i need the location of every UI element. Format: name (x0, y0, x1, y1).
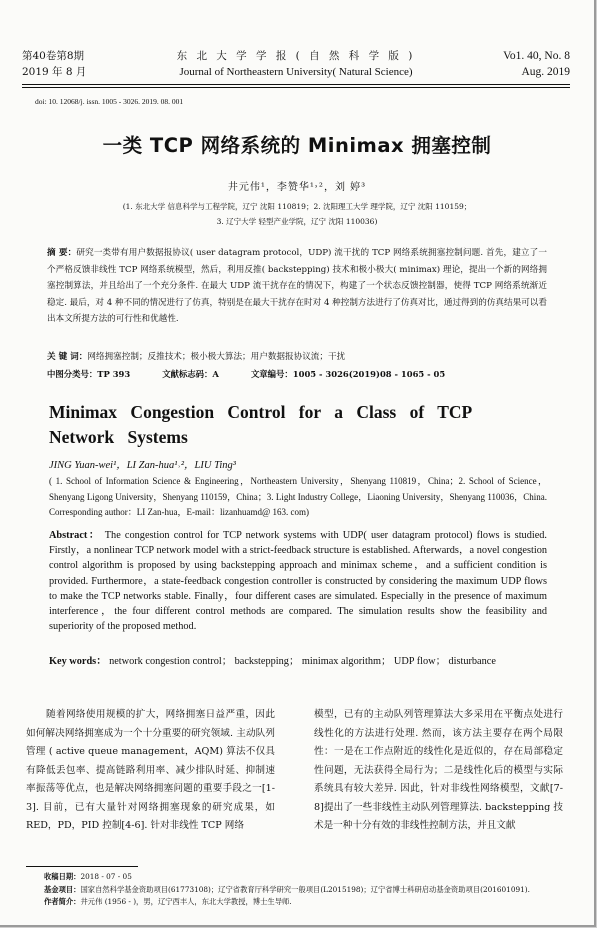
keywords-cn-label: 关 键 词： (47, 352, 88, 362)
footnote-author (44, 896, 570, 909)
doi: doi: 10. 12068/j. issn. 1005 - 3026. 2019. 08. 001 (35, 97, 184, 106)
body-column-left: 随着网络使用规模的扩大，网络拥塞日益严重，因此如何解决网络拥塞成为一个十分重要的研究领域. 主动队列管理 ( active queue management，AQM) 算法不仅具有降低丢包率、提高链路利用率、减少排队时延、抑制速率振荡等优点，也是解决网络拥塞问题的重要手段之一[1-3]. 目前，已有大量针对网络拥塞现象的研究成果，如 RED，PD，PID 控制[4-6]. 针对非线性 TCP 网络 (26, 709, 275, 831)
header-journal (22, 48, 570, 80)
fund-label: 基金项目： (44, 884, 81, 894)
journal-name-cn: 东 北 大 学 学 报 ( 自 然 科 学 版 ) (176, 50, 416, 62)
received-label: 收稿日期： (44, 872, 81, 881)
fund-text: 国家自然科学基金资助项目(61773108)；辽宁省教育厅科学研究一般项目(L2015198)；辽宁省博士科研启动基金资助项目(201601091). (80, 884, 530, 894)
keywords-cn (47, 349, 547, 365)
keywords-cn-text: 网络拥塞控制；反推技术；极小极大算法；用户数据报协议流；干扰 (87, 352, 346, 362)
article-number: 文章编号：1005 - 3026(2019)08 - 1065 - 05 (250, 369, 446, 379)
title-cn: 一类 TCP 网络系统的 Minimax 拥塞控制 (102, 134, 492, 157)
footnote-rule (26, 866, 138, 867)
clc-number: 中图分类号：TP 393 (47, 369, 131, 379)
header-rule (22, 84, 570, 88)
abstract-en (49, 528, 547, 634)
abstract-en-text: The congestion control for TCP network systems with UDP( user datagram protocol) flows is studied. Firstly，a nonlinear TCP network model with a strict-feedback structure is established. Afterwards，a novel congestion control algorithm is proposed by using backstepping approach and minimax scheme，and a sufficient condition is provided. Furthermore，a state-feedback congestion controller is constructed by considering the maximum UDP flows to make the TCP networks stable. Finally，four different cases are simulated. Especially in the presence of maximum interference，the four different control methods are compared. The simulation results show the feasibility and superiority of the proposed method. (49, 530, 548, 633)
affiliations-en: ( 1. School of Information Science & Engineering，Northeastern University，Shenyang 110819，China；2. School of Science，Shenyang Ligong University，Shenyang 110159，China；3. Light Industry College，Liaoning University，Shenyang 110036，China. Corresponding author：LI Zan-hua，E-mail：lizanhuamd@ 163. com) (49, 476, 547, 517)
authors-cn: 井元伟¹，李赞华¹˒²，刘 婷³ (227, 182, 367, 193)
authors-en: JING Yuan-wei¹，LI Zan-hua¹˒²，LIU Ting³ (49, 460, 236, 471)
affiliation-cn-line: 3. 辽宁大学 轻型产业学院，辽宁 沈阳 110036) (216, 217, 378, 226)
abstract-cn-text: 研究一类带有用户数据报协议( user datagram protocol，UDP) 流干扰的 TCP 网络系统拥塞控制问题. 首先，建立了一个严格反馈非线性 TCP 网络系统模型，然后，利用反推( backstepping) 技术和极小极大( minimax) 理论，提出一个新的网络拥塞控制算法，并且给出了一个充分条件. 在最大 UDP 流干扰存在的情况下，构建了一个状态反馈控制器，使得 TCP 网络系统渐近稳定. 最后，对 4 种不同的情况进行了仿真，特别是在最大干扰存在时对 4 种控制方法进行了仿真对比，通过得到的仿真结果可以看出本文所提方法的可行性和优越性. (47, 248, 547, 324)
footnote-fund (44, 884, 570, 897)
header-right (503, 48, 570, 80)
footnote-received (44, 871, 570, 884)
body-column-right: 模型，已有的主动队列管理算法大多采用在平衡点处进行线性化的方法进行处理. 然而，该方法主要存在两个局限性：一是在工作点附近的线性化是近似的，存在局部稳定性问题，无法获得全局行为；二是线性化后的模型与实际系统具有较大差异. 因此，针对非线性网络模型，文献[7-8]提出了一些非线性主动队列管理算法. backstepping 技术是一种十分有效的非线性控制方法，并且文献 (314, 709, 563, 831)
author-bio-label: 作者简介： (44, 897, 81, 906)
affiliations-cn (0, 199, 594, 229)
abstract-cn (47, 245, 547, 328)
keywords-en (49, 654, 547, 669)
classification-cn (47, 366, 547, 382)
abstract-en-label: Abstract： (49, 530, 101, 541)
journal-name-en: Journal of Northeastern University( Natural Science) (179, 66, 413, 78)
abstract-cn-label: 摘 要： (47, 248, 77, 258)
keywords-en-text: network congestion control； backstepping； minimax algorithm； UDP flow； disturbance (109, 656, 496, 667)
document-code: 文献标志码：A (162, 369, 219, 379)
keywords-en-label: Key words： (49, 656, 107, 667)
volume-en: Vo1. 40, No. 8 (503, 50, 570, 62)
date-cn: 2019 年 8 月 (22, 66, 87, 78)
footnote (44, 871, 570, 909)
title-en: Minimax Congestion Control for a Class of TCP Network Systems (49, 402, 472, 447)
volume-cn: 第40卷第8期 (22, 50, 85, 62)
received-date: 2018 - 07 - 05 (80, 872, 132, 881)
date-en: Aug. 2019 (521, 66, 570, 78)
author-bio-text: 井元伟 (1956 - )，男，辽宁西丰人，东北大学教授，博士生导师. (80, 897, 292, 906)
affiliation-cn-line: (1. 东北大学 信息科学与工程学院，辽宁 沈阳 110819；2. 沈阳理工大学 理学院，辽宁 沈阳 110159； (122, 202, 472, 211)
